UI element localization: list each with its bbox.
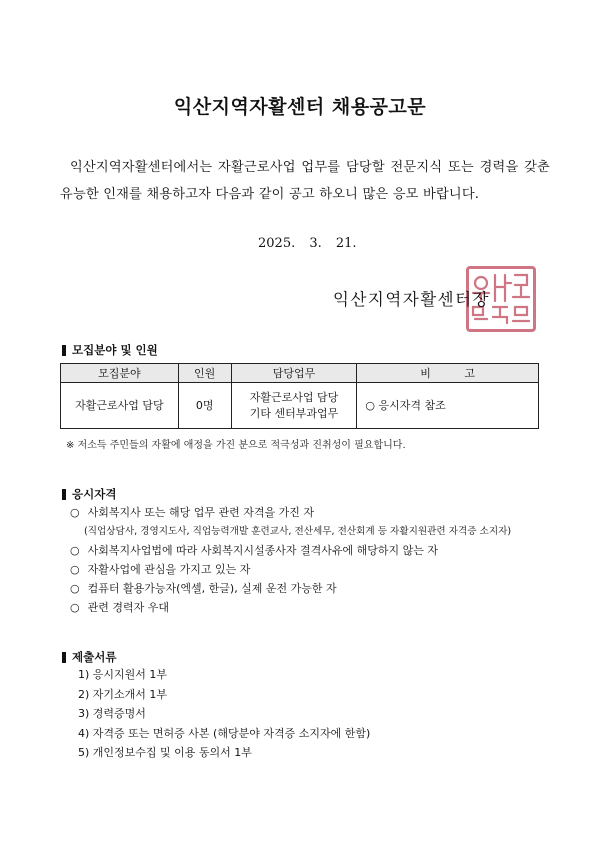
- list-item-text: 사회복지사 또는 해당 업무 관련 자격을 가진 자: [87, 506, 314, 519]
- list-item: [70, 503, 511, 522]
- list-item: [70, 598, 511, 617]
- list-item: 5) 개인정보수집 및 이용 동의서 1부: [78, 746, 252, 759]
- section-recruit-title: 모집분야 및 인원: [72, 343, 158, 357]
- col-header-duty: 담당업무: [231, 364, 357, 383]
- list-item: [70, 560, 511, 579]
- section-marker-icon: [62, 489, 66, 500]
- section-recruit-heading: [62, 342, 158, 358]
- cell-field: 자활근로사업 담당: [61, 383, 179, 429]
- list-item-text: 자활사업에 관심을 가지고 있는 자: [87, 563, 251, 576]
- list-item: 3) 경력증명서: [78, 707, 146, 720]
- circle-bullet-icon: ○: [70, 582, 80, 595]
- list-item: 4) 자격증 또는 면허증 사본 (해당분야 자격증 소지자에 한함): [78, 726, 371, 740]
- circle-bullet-icon: ○: [70, 563, 80, 576]
- section-qualification-title: 응시자격: [72, 487, 117, 501]
- list-item-text: 관련 경력자 우대: [87, 601, 169, 614]
- list-item: 1) 응시지원서 1부: [78, 668, 168, 681]
- recruit-note: ※ 저소득 주민들의 자활에 애정을 가진 분으로 적극성과 진취성이 필요합니다.: [66, 440, 406, 451]
- list-item: [70, 541, 511, 560]
- list-item-text: 컴퓨터 활용가능자(엑셀, 한글), 실제 운전 가능한 자: [87, 582, 337, 595]
- list-item-text: 사회복지사업법에 따라 사회복지시설종사자 결격사유에 해당하지 않는 자: [87, 544, 438, 557]
- documents-list: [78, 665, 370, 763]
- section-qualification-heading: [62, 486, 116, 502]
- page-title: 익산지역자활센터 채용공고문: [173, 96, 427, 118]
- qualification-sub-note: (직업상담사, 경영지도사, 직업능력개발 훈련교사, 전산세무, 전산회계 등 자활지원관련 자격증 소지자): [84, 526, 512, 537]
- list-item: [70, 579, 511, 598]
- col-header-remark: 비 고: [357, 364, 539, 383]
- cell-duty-line2: 기타 센터부과업무: [249, 406, 339, 420]
- qualification-list: [70, 503, 511, 617]
- circle-bullet-icon: ○: [70, 601, 80, 614]
- table-row: [61, 383, 539, 429]
- col-header-field: 모집분야: [61, 364, 179, 383]
- section-marker-icon: [62, 345, 66, 356]
- circle-bullet-icon: ○: [70, 506, 80, 519]
- section-documents-title: 제출서류: [72, 650, 117, 664]
- section-documents-heading: [62, 649, 116, 665]
- section-marker-icon: [62, 652, 66, 663]
- announcement-date: 2025. 3. 21.: [258, 236, 357, 251]
- cell-duty: [231, 383, 357, 429]
- cell-remark: ○ 응시자격 참조: [357, 383, 539, 429]
- table-header-row: [61, 364, 539, 383]
- recruit-table: [60, 363, 539, 429]
- cell-count: 0명: [178, 383, 231, 429]
- list-item: 2) 자기소개서 1부: [78, 687, 168, 701]
- signer-name: 익산지역자활센터장: [333, 290, 490, 309]
- circle-bullet-icon: ○: [70, 544, 80, 557]
- intro-paragraph: 익산지역자활센터에서는 자활근로사업 업무를 담당할 전문지식 또는 경력을 갖춘 유능한 인재를 채용하고자 다음과 같이 공고 하오니 많은 응모 바랍니다.: [60, 160, 550, 202]
- cell-duty-line1: 자활근로사업 담당: [249, 390, 339, 404]
- col-header-count: 인원: [178, 364, 231, 383]
